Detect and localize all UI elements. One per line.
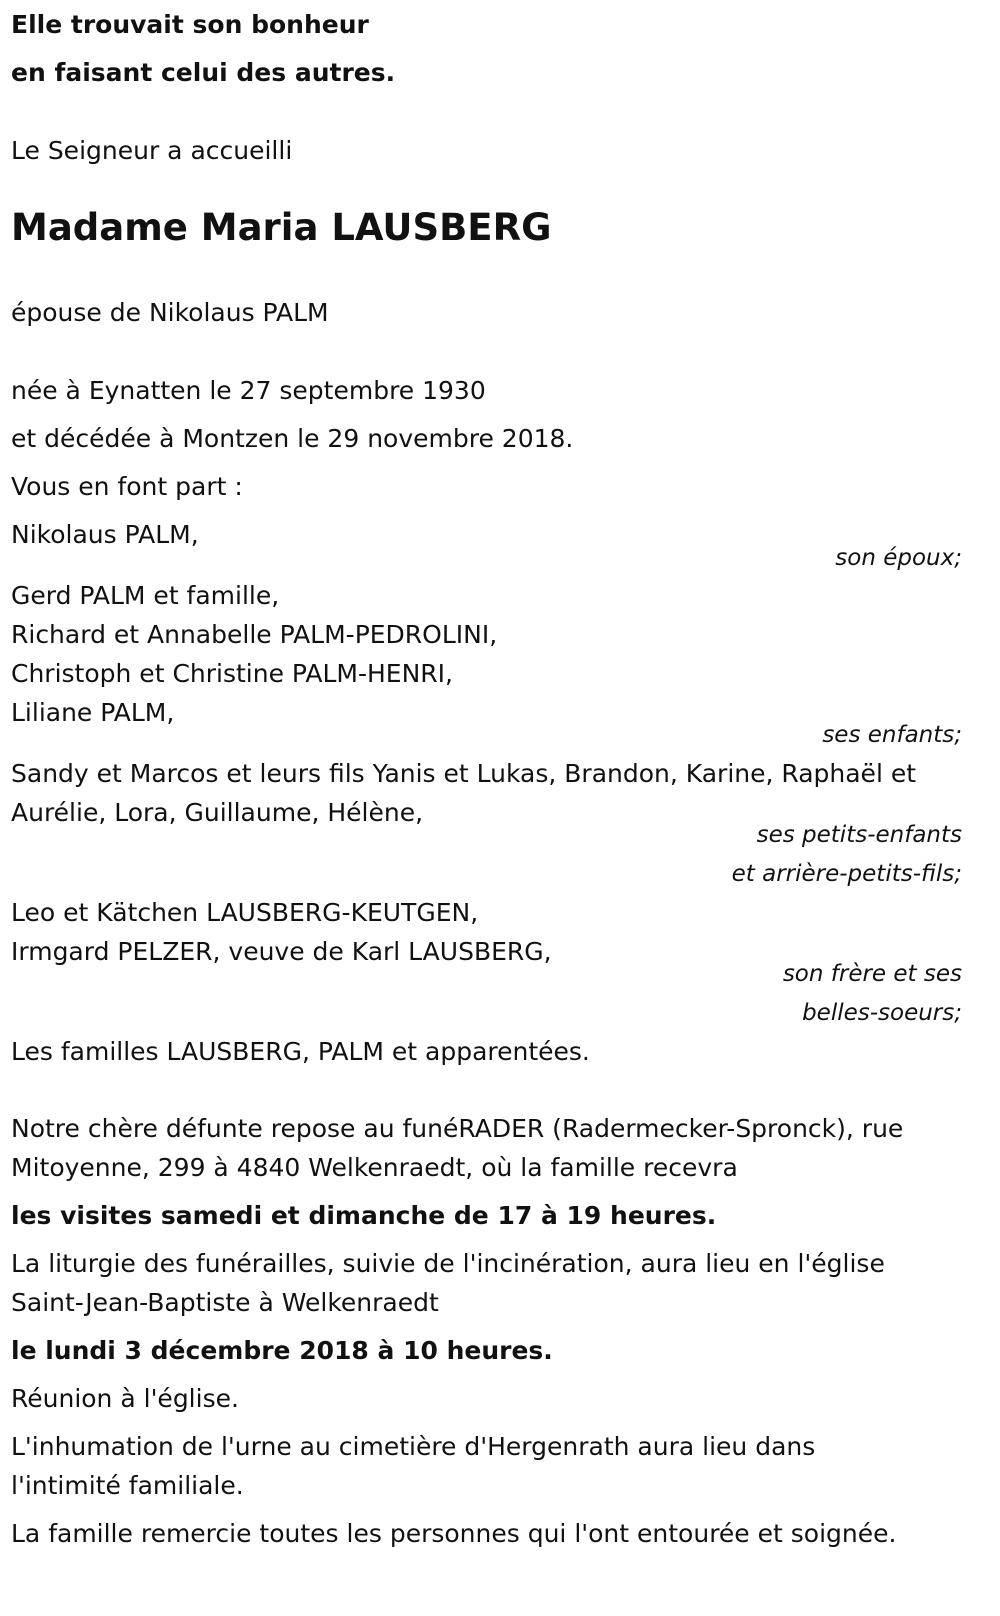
spouse-line: épouse de Nikolaus PALM [11,298,329,327]
child-member: Liliane PALM, [11,698,175,727]
visits-line: les visites samedi et dimanche de 17 à 19 heures. [11,1201,717,1230]
siblings-role-2: belles-soeurs; [802,1000,962,1026]
families-line: Les familles LAUSBERG, PALM et apparentées. [11,1037,590,1066]
meeting-line: Réunion à l'église. [11,1384,239,1413]
announce-line: Vous en font part : [11,472,243,501]
quote-line-2: en faisant celui des autres. [11,58,396,87]
siblings-role-1: son frère et ses [782,961,962,987]
ceremony-date: le lundi 3 décembre 2018 à 10 heures. [11,1336,553,1365]
quote-line-1: Elle trouvait son bonheur [11,10,369,39]
liturgy-line-2: Saint-Jean-Baptiste à Welkenraedt [11,1288,439,1317]
birth-line: née à Eynatten le 27 septembre 1930 [11,376,486,405]
child-member: Christoph et Christine PALM-HENRI, [11,659,453,688]
burial-line-1: L'inhumation de l'urne au cimetière d'Hergenrath aura lieu dans [11,1432,816,1461]
burial-line-2: l'intimité familiale. [11,1471,244,1500]
grandchildren-line-2: Aurélie, Lora, Guillaume, Hélène, [11,798,424,827]
grandchildren-role-1: ses petits-enfants [756,822,962,848]
death-line: et décédée à Montzen le 29 novembre 2018. [11,424,574,453]
sibling-member: Leo et Kätchen LAUSBERG-KEUTGEN, [11,898,479,927]
intro-text: Le Seigneur a accueilli [11,136,293,165]
sibling-member: Irmgard PELZER, veuve de Karl LAUSBERG, [11,937,552,966]
grandchildren-line-1: Sandy et Marcos et leurs fils Yanis et Lukas, Brandon, Karine, Raphaël et [11,759,917,788]
rest-line-1: Notre chère défunte repose au funéRADER (Radermecker-Spronck), rue [11,1114,904,1143]
spouse-role: son époux; [835,545,962,571]
child-member: Gerd PALM et famille, [11,581,280,610]
child-member: Richard et Annabelle PALM-PEDROLINI, [11,620,498,649]
deceased-name: Madame Maria LAUSBERG [11,206,552,249]
grandchildren-role-2: et arrière-petits-fils; [731,861,962,887]
rest-line-2: Mitoyenne, 299 à 4840 Welkenraedt, où la famille recevra [11,1153,738,1182]
liturgy-line-1: La liturgie des funérailles, suivie de l'incinération, aura lieu en l'église [11,1249,885,1278]
spouse-member: Nikolaus PALM, [11,520,199,549]
thanks-line: La famille remercie toutes les personnes qui l'ont entourée et soignée. [11,1519,897,1548]
children-role: ses enfants; [822,722,962,748]
